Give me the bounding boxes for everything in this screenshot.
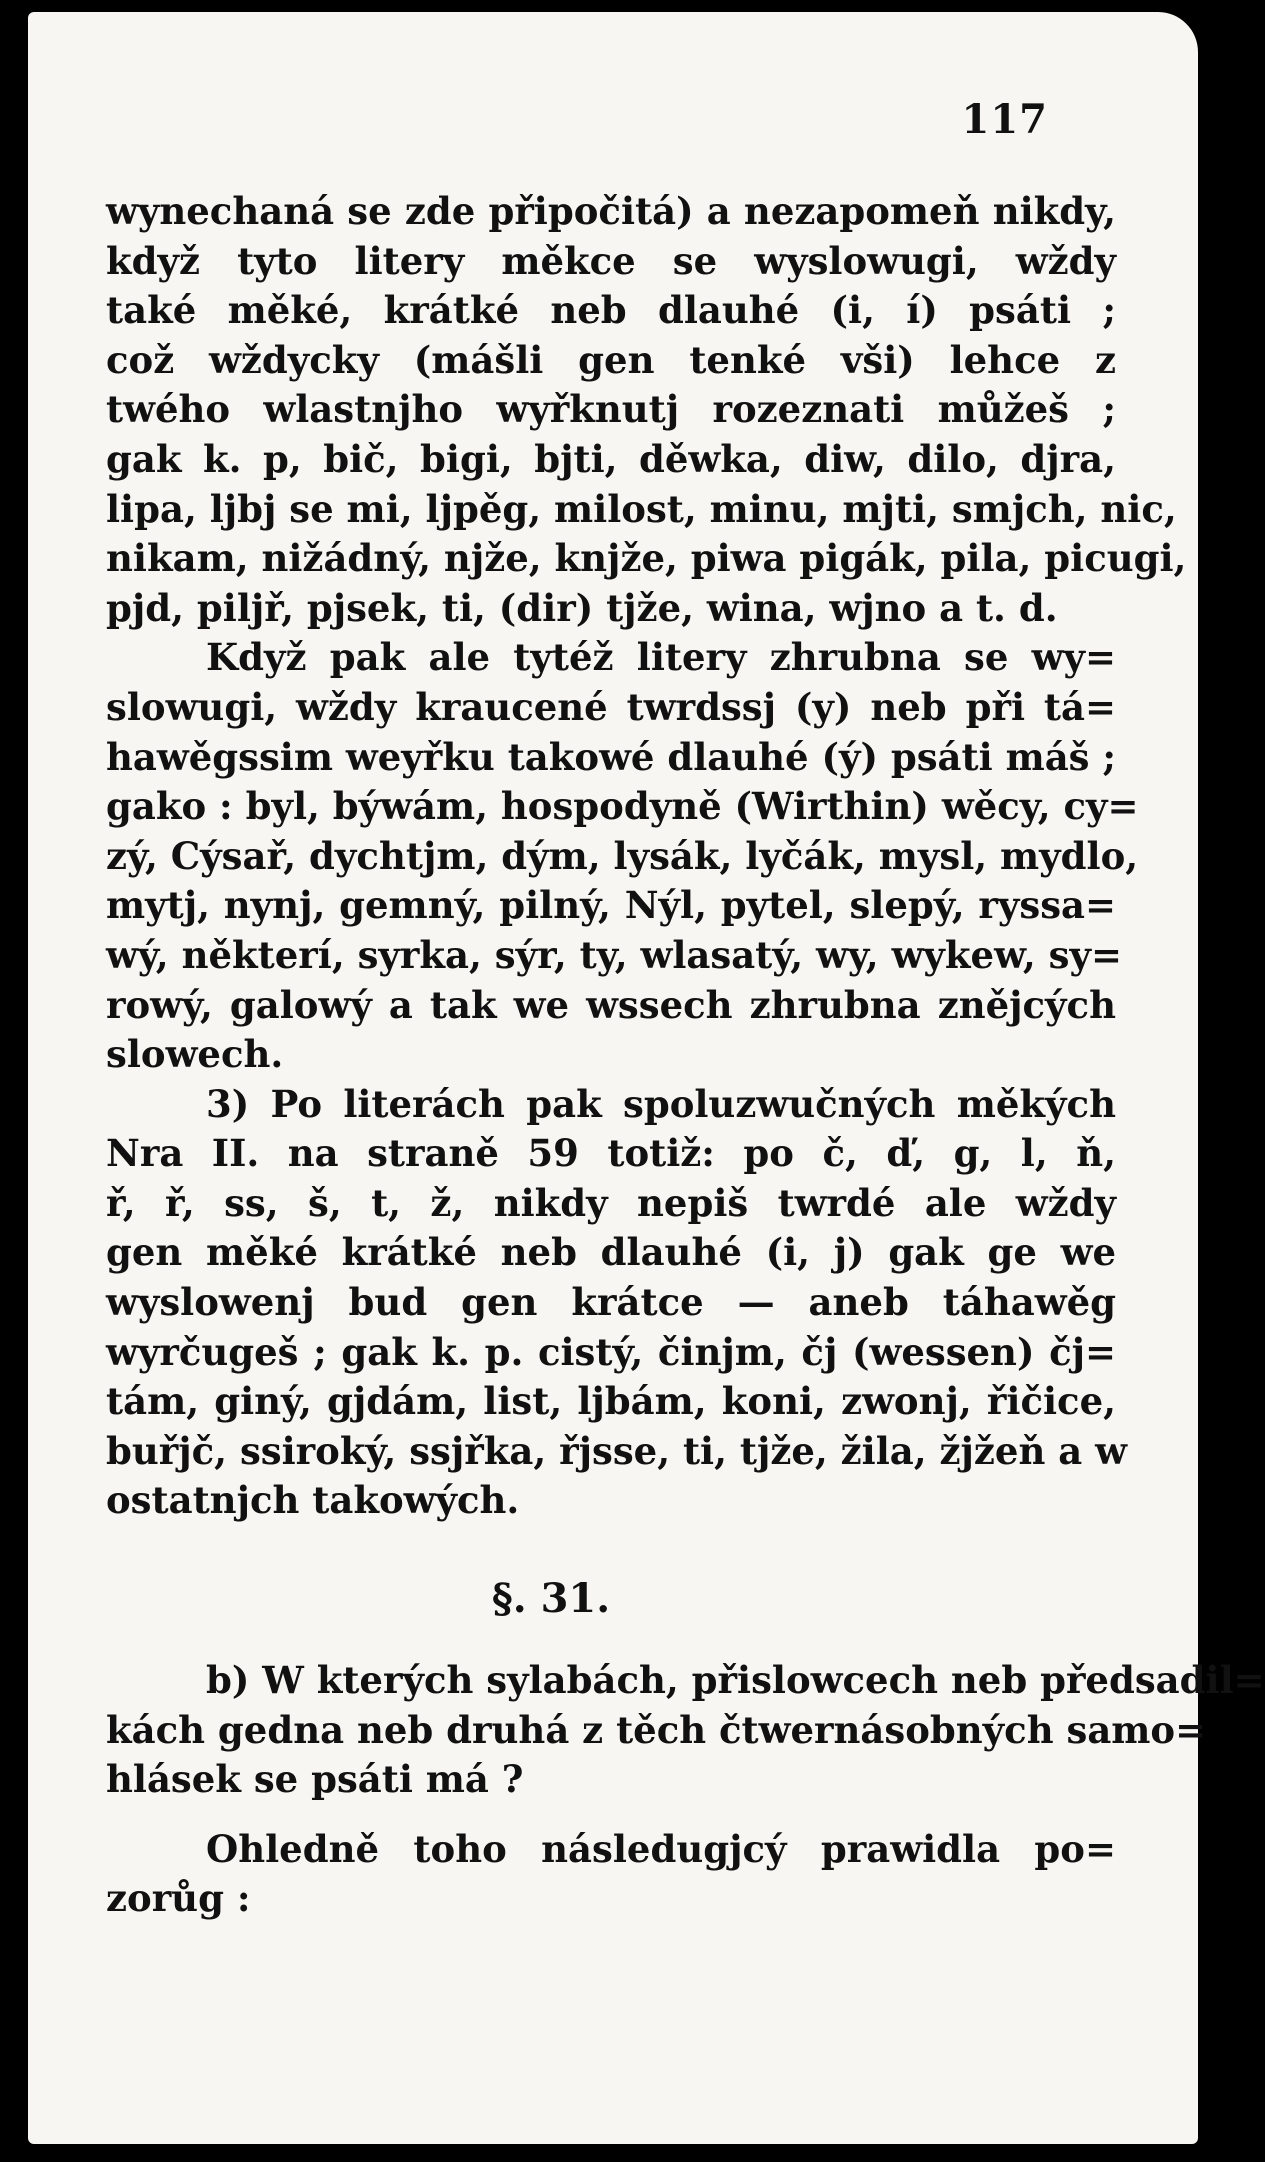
text-line: Když pak ale tytéž litery zhrubna se wy= <box>206 635 1116 680</box>
paragraph-gap <box>106 1805 1116 1825</box>
text-line: hlásek se psáti má ? <box>106 1757 524 1802</box>
text-line: slowugi, wždy kraucené twrdssj (y) neb při tá= <box>106 684 1116 729</box>
text-line: lipa, ljbj se mi, ljpěg, milost, minu, mjti, smjch, nic, <box>106 486 1177 531</box>
section-heading: §. 31. <box>491 1575 611 1623</box>
text-line: wý, některí, syrka, sýr, ty, wlasatý, wy, wykew, sy= <box>106 932 1123 977</box>
text-line: slowech. <box>106 1032 284 1077</box>
text-line: kách gedna neb druhá z těch čtwernásobných samo= <box>106 1707 1207 1752</box>
text-line: mytj, nynj, gemný, pilný, Nýl, pytel, slepý, ryssa= <box>106 883 1116 928</box>
paragraph-1 <box>106 187 1187 633</box>
page-number: 117 <box>961 96 1048 143</box>
text-line: zý, Cýsař, dychtjm, dým, lysák, lyčák, mysl, mydlo, <box>106 833 1139 878</box>
paragraph-2 <box>106 633 1139 1079</box>
text-line: buřjč, ssiroký, ssjřka, řjsse, ti, tjže, žila, žjžeň a w <box>106 1428 1127 1473</box>
text-line: b) W kterých sylabách, přislowcech neb předsadil= <box>206 1658 1265 1703</box>
text-line: twého wlastnjho wyřknutj rozeznati můžeš ; <box>106 387 1116 432</box>
paragraph-4 <box>106 1656 1265 1805</box>
text-line: Ohledně toho následugjcý prawidla po= <box>206 1826 1116 1871</box>
text-line: nikam, nižádný, njže, knjže, piwa pigák, pila, picugi, <box>106 536 1187 581</box>
text-line: 3) Po literách pak spoluzwučných měkých <box>206 1081 1116 1126</box>
text-line: tám, giný, gjdám, list, ljbám, koni, zwonj, řičice, <box>106 1379 1116 1424</box>
text-line: gak k. p, bič, bigi, bjti, děwka, diw, dilo, djra, <box>106 436 1116 481</box>
paragraph-3 <box>106 1080 1127 1526</box>
text-line: ř, ř, ss, š, t, ž, nikdy nepiš twrdé ale wždy <box>106 1180 1116 1225</box>
text-line: také měké, krátké neb dlauhé (i, í) psáti ; <box>106 288 1116 333</box>
paragraph-5 <box>106 1825 1116 1924</box>
book-page <box>28 12 1265 2144</box>
text-line: wyslowenj bud gen krátce — aneb táhawěg <box>106 1280 1116 1325</box>
text-line: Nra II. na straně 59 totiž: po č, ď, g, l, ň, <box>106 1131 1116 1176</box>
text-line: hawěgssim weyřku takowé dlauhé (ý) psáti máš ; <box>106 734 1117 779</box>
text-line: zorůg : <box>106 1876 251 1921</box>
text-line: gen měké krátké neb dlauhé (i, j) gak ge we <box>106 1230 1116 1275</box>
text-line: pjd, piljř, pjsek, ti, (dir) tjže, wina, wjno a t. d. <box>106 585 1058 630</box>
text-line: což wždycky (mášli gen tenké vši) lehce z <box>106 337 1116 382</box>
text-line: když tyto litery měkce se wyslowugi, wždy <box>106 238 1116 283</box>
text-line: wyrčugeš ; gak k. p. cistý, činjm, čj (wessen) čj= <box>106 1329 1116 1374</box>
text-line: wynechaná se zde připočitá) a nezapomeň nikdy, <box>106 189 1116 233</box>
text-line: ostatnjch takowých. <box>106 1478 520 1523</box>
body-text <box>106 187 1265 1924</box>
text-line: rowý, galowý a tak we wssech zhrubna znějcých <box>106 982 1116 1027</box>
text-line: gako : byl, býwám, hospodyně (Wirthin) wěcy, cy= <box>106 784 1139 829</box>
